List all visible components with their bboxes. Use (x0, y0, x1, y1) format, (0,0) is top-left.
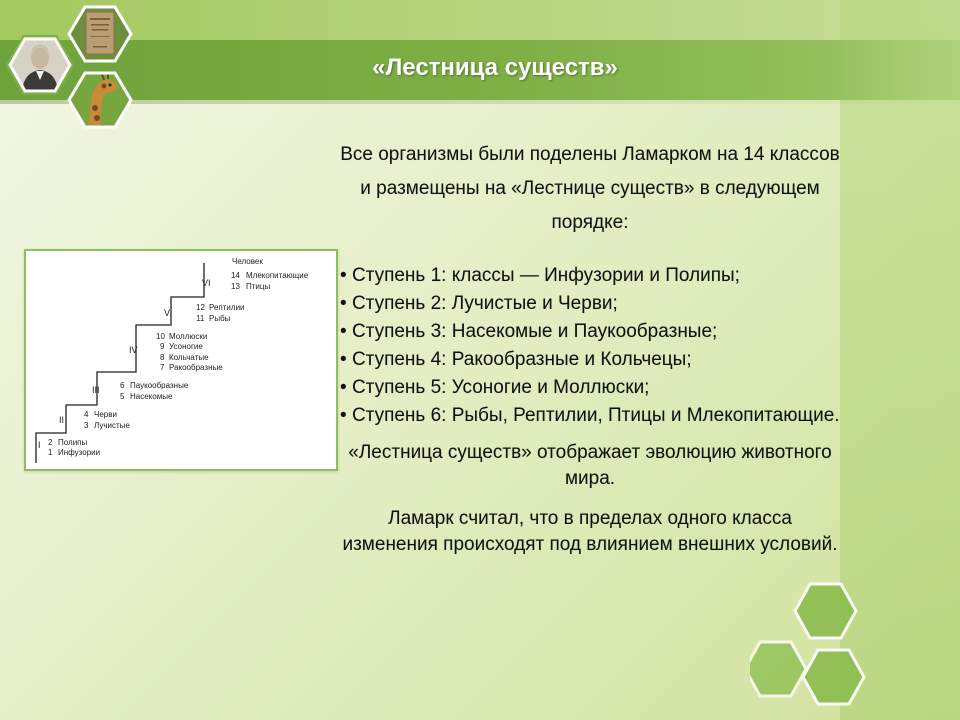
step-roman: I (38, 440, 41, 450)
list-item: • Ступень 5: Усоногие и Моллюски; (340, 374, 840, 402)
step-num: 2 (48, 438, 53, 447)
step-num: 1 (48, 448, 53, 457)
old-book-image (69, 7, 131, 61)
step-num: 3 (84, 421, 89, 430)
step-class: Ракообразные (169, 363, 223, 372)
list-item: • Ступень 3: Насекомые и Паукообразные; (340, 318, 840, 346)
step-class: Моллюски (169, 332, 208, 341)
step-roman: V (164, 308, 171, 318)
step-class: Полипы (58, 438, 88, 447)
steps-list (340, 262, 840, 430)
step-num: 10 (156, 332, 165, 341)
step-num: 14 (231, 271, 240, 280)
decorative-hexagons (750, 580, 960, 720)
ladder-diagram-frame (24, 249, 338, 471)
step-num: 8 (160, 353, 165, 362)
intro-text: Все организмы были поделены Ламарком на 14 классов и размещены на «Лестнице существ» в следующем порядке: (340, 144, 840, 233)
step-num: 13 (231, 282, 240, 291)
step-num: 5 (120, 392, 125, 401)
ladder-diagram (26, 251, 336, 469)
header-hex-images (0, 0, 150, 140)
list-item: • Ступень 1: классы — Инфузории и Полипы; (340, 262, 840, 290)
step-num: 12 (196, 303, 205, 312)
step-roman: VI (202, 278, 211, 288)
step-class: Усоногие (169, 342, 203, 351)
list-item: • Ступень 6: Рыбы, Рептилии, Птицы и Млекопитающие. (340, 402, 840, 430)
step-roman: IV (129, 345, 138, 355)
step-class: Птицы (246, 282, 271, 291)
slide-content (340, 138, 840, 572)
step-class: Млекопитающие (246, 271, 309, 280)
step-class: Инфузории (58, 448, 101, 457)
step-class: Рептилии (209, 303, 245, 312)
step-roman: III (92, 385, 100, 395)
step-class: Рыбы (209, 314, 231, 323)
step-num: 4 (84, 410, 89, 419)
step-class: Кольчатые (169, 353, 209, 362)
list-item: • Ступень 2: Лучистые и Черви; (340, 290, 840, 318)
top-label: Человек (232, 257, 263, 266)
step-class: Черви (94, 410, 117, 419)
slide-title: «Лестница существ» (372, 54, 618, 81)
evolution-note: «Лестница существ» отображает эволюцию животного мира. (348, 442, 832, 489)
lamarck-portrait (7, 36, 73, 94)
lamarck-note: Ламарк считал, что в пределах одного класса изменения происходят под влиянием внешних условий. (342, 508, 838, 555)
step-num: 9 (160, 342, 165, 351)
step-num: 11 (196, 314, 205, 323)
step-class: Паукообразные (130, 381, 189, 390)
step-num: 6 (120, 381, 125, 390)
step-class: Насекомые (130, 392, 173, 401)
step-num: 7 (160, 363, 165, 372)
step-class: Лучистые (94, 421, 130, 430)
list-item: • Ступень 4: Ракообразные и Кольчецы; (340, 346, 840, 374)
step-roman: II (59, 415, 65, 425)
giraffe-image (69, 73, 131, 127)
